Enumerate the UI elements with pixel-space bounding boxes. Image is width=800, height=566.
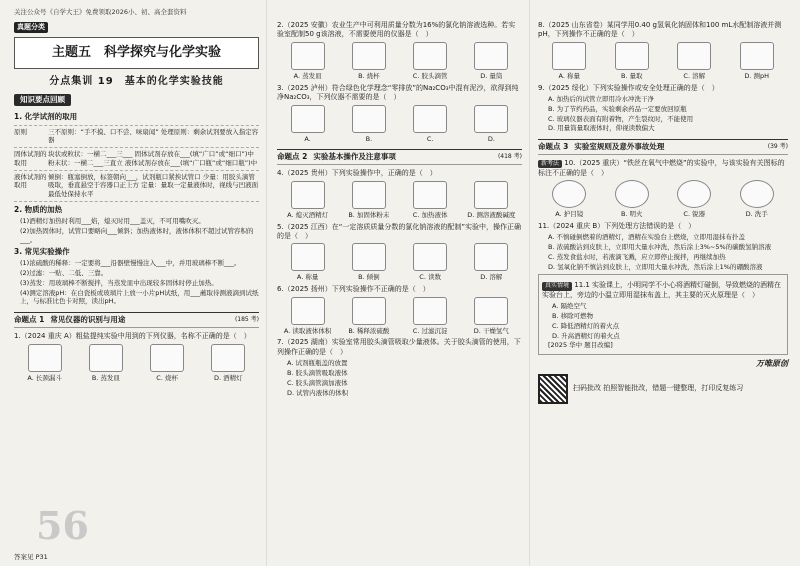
question-10: 新考法 10.（2025 重庆）“铁丝在氧气中燃烧”的实验中，与该实验有关图标的标注不正确的是（ ） — [538, 159, 785, 177]
q4-option-a[interactable]: A. 熄灭酒精灯 — [277, 181, 338, 220]
q9-option-c[interactable]: C. 玻璃仪器表面有附着物，产生裂纹时，不能使用 — [548, 114, 694, 123]
q1-options — [14, 344, 259, 383]
q10-option-b[interactable]: B. 明火 — [601, 180, 664, 219]
q9-option-a[interactable]: A. 加热后的试管立即用冷水冲洗干净 — [548, 95, 654, 104]
question-1: 1.（2024 重庆 A）粗盐提纯实验中用到的下列仪器，名称不正确的是（ ） — [14, 332, 251, 341]
header-note: 关注公众号《自学大王》免费领取2026小、初、高全套资料 — [14, 8, 187, 16]
k-row: 液体试剂的取用 倾倒：瓶塞倒放，标签朝向___，试剂瓶口紧挨试管口 少量：用胶头滴管吸取，垂直悬空于容器口正上方 定量：量取一定量液体时，视线与凹液面最低处保持水平 — [14, 170, 259, 202]
q10-options — [538, 180, 788, 219]
funnel-icon — [291, 105, 325, 133]
evaporating-dish-icon — [291, 42, 325, 70]
answer-ref: 答案见 P31 — [14, 553, 48, 562]
cylinder-read-icon — [291, 297, 325, 325]
beaker-icon — [352, 42, 386, 70]
brand-stamp: 万唯原创 — [756, 359, 788, 369]
k-p: (1)酒精灯加热时利用___焰，熄灭时用___盖灭，不可用嘴吹灭。 — [20, 216, 205, 225]
q10-option-d[interactable]: D. 洗手 — [726, 180, 789, 219]
knowledge-head: 知识要点回顾 — [14, 94, 71, 106]
q11-option-d[interactable]: D. 氢氧化钠不慎沾到皮肤上，立即用大量水冲洗，然后涂上1%的硼酸溶液 — [548, 262, 763, 271]
q2-options — [277, 42, 522, 81]
question-2: 2.（2025 安徽）农业生产中可利用质量分数为16%的氯化钠溶液选种。若实验室配制50 g该溶液，不需要使用的仪器是（ ） — [277, 21, 516, 39]
q3-option-a[interactable]: A. — [277, 105, 338, 144]
alcohol-lamp-icon — [211, 344, 245, 372]
new-method-badge: 新考法 — [538, 160, 562, 168]
dissolve-icon — [474, 243, 508, 271]
section-2: 命题点 2 实验基本操作及注意事项 (418 考) — [277, 149, 522, 165]
page-number: 56 — [36, 503, 89, 548]
k-p: (1)浓硫酸的稀释：一定要将___沿器壁慢慢注入___中，并用玻璃棒不断___。 — [20, 259, 241, 268]
q111-option-c[interactable]: C. 降低酒精灯的着火点 — [552, 321, 620, 330]
flame-icon — [615, 180, 649, 208]
source-note: [2025 华中 题目改编] — [548, 341, 613, 350]
q3-option-c[interactable]: C. — [400, 105, 461, 144]
k-p: (4)测定溶液pH：在白瓷板或玻璃片上放一小片pH试纸，用___蘸取待测液滴到试纸上，与标准比色卡对照，读出pH。 — [20, 288, 259, 306]
q8-option-c[interactable]: C. 溶解 — [663, 42, 726, 81]
q8-options — [538, 42, 788, 81]
q9-option-d[interactable]: D. 用量筒量取液体时，仰视读数偏大 — [548, 124, 655, 133]
sharp-object-icon — [677, 180, 711, 208]
q8-option-d[interactable]: D. 测pH — [726, 42, 789, 81]
cylinder-read-icon — [615, 42, 649, 70]
q3-options — [277, 105, 522, 144]
q111-option-d[interactable]: D. 升高酒精灯的着火点 — [552, 331, 620, 340]
q6-option-d[interactable]: D. 干燥氢气 — [461, 297, 522, 336]
scan-text: 扫码批改 拍照智能批改，错题一键整理，打印反复练习 — [573, 384, 744, 393]
q1-option-d[interactable]: D. 酒精灯 — [198, 344, 259, 383]
k-p: (2)过滤：一贴、二低、三靠。 — [20, 269, 108, 278]
qr-code-icon[interactable] — [538, 374, 568, 404]
q8-option-a[interactable]: A. 称量 — [538, 42, 601, 81]
goggles-icon — [552, 180, 586, 208]
question-5: 5.（2025 江西）在“一定溶质质量分数的氯化钠溶液的配制”实验中，操作正确的是（ ） — [277, 222, 521, 241]
k-row: 固体试剂的取用 块状或粒状：一横二___三___ 固体试剂存放在___(填“广口”或“细口”)中 粉末状：一横二___三直立 液体试剂存放在___(填“广口瓶”或“细口瓶”)中 — [14, 147, 259, 170]
question-4: 4.（2025 贵州）下列实验操作中，正确的是（ ） — [277, 169, 437, 178]
column-middle — [266, 0, 528, 566]
q8-option-b[interactable]: B. 量取 — [601, 42, 664, 81]
q7-option-d[interactable]: D. 试管内液体的体积 — [287, 388, 349, 397]
graduated-cylinder-icon — [474, 42, 508, 70]
heat-liquid-icon — [413, 181, 447, 209]
ph-test-icon — [740, 42, 774, 70]
filter-icon — [413, 297, 447, 325]
powder-add-icon — [352, 181, 386, 209]
section-3: 命题点 3 实验室规则及意外事故处理 (39 考) — [538, 139, 788, 155]
glass-rod-icon — [352, 105, 386, 133]
k-row: 原则 三不原则：“手不摸、口不尝、味扇闻” 处理原则：剩余试剂要放入指定容器 — [14, 125, 259, 148]
question-8: 8.（2025 山东省卷）某同学用0.40 g氢氧化钠固体和100 mL水配制溶液并测pH，下列操作不正确的是（ ） — [538, 21, 782, 39]
q111-option-b[interactable]: B. 移除可燃物 — [552, 312, 594, 321]
q7-option-b[interactable]: B. 胶头滴管吸取液体 — [287, 369, 348, 378]
q4-options — [277, 181, 522, 220]
q6-option-a[interactable]: A. 读取液体体积 — [277, 297, 338, 336]
q3-option-b[interactable]: B. — [338, 105, 399, 144]
q4-option-d[interactable]: D. 测溶液酸碱度 — [461, 181, 522, 220]
q1-option-a[interactable]: A. 长颈漏斗 — [14, 344, 75, 383]
question-11-1: 真实情境 11.1 实验课上，小明同学不小心将酒精灯碰倒，导致燃烧的酒精在实验台上，旁边的小温立即用湿抹布盖上，其主要的灭火原理是（ ） — [542, 281, 782, 299]
question-9: 9.（2025 绥化）下列实验操作或安全处理正确的是（ ） — [538, 83, 719, 92]
q6-option-c[interactable]: C. 过滤沉淀 — [400, 297, 461, 336]
k-h1: 1. 化学试剂的取用 — [14, 112, 78, 122]
ph-test-icon — [474, 181, 508, 209]
q5-option-b[interactable]: B. 倾倒 — [338, 243, 399, 282]
k-h2: 2. 物质的加热 — [14, 204, 63, 214]
dry-gas-icon — [474, 297, 508, 325]
q1-option-c[interactable]: C. 烧杯 — [137, 344, 198, 383]
q2-option-a[interactable]: A. 蒸发皿 — [277, 42, 338, 81]
q1-option-b[interactable]: B. 蒸发皿 — [75, 344, 136, 383]
dissolve-icon — [677, 42, 711, 70]
set-title: 分点集训 19 基本的化学实验技能 — [49, 75, 224, 87]
q4-option-c[interactable]: C. 加热液体 — [400, 181, 461, 220]
q6-options — [277, 297, 522, 336]
real-scene-badge: 真实情境 — [542, 282, 572, 290]
funnel-icon — [28, 344, 62, 372]
q5-option-d[interactable]: D. 溶解 — [461, 243, 522, 282]
q2-option-b[interactable]: B. 烧杯 — [338, 42, 399, 81]
crucible-icon — [474, 105, 508, 133]
wash-hands-icon — [740, 180, 774, 208]
q6-option-b[interactable]: B. 稀释浓硫酸 — [338, 297, 399, 336]
question-7: 7.（2025 湖南）实验室常用胶头滴管吸取少量液体。关于胶头滴管的使用，下列操作正确的是（ ） — [277, 338, 521, 356]
pour-icon — [352, 243, 386, 271]
q5-option-c[interactable]: C. 读数 — [400, 243, 461, 282]
k-p: (3)蒸发：用玻璃棒不断搅拌，当蒸发皿中出现较多固体时停止加热。 — [20, 278, 218, 287]
balance-icon — [552, 42, 586, 70]
cylinder-read-icon — [413, 243, 447, 271]
q11-1-box — [538, 274, 788, 355]
q11-option-b[interactable]: B. 浓硫酸沾到皮肤上，立即用大量水冲洗，然后涂上3%~5%的碳酸氢钠溶液 — [548, 243, 772, 252]
q11-option-a[interactable]: A. 不慎碰倒燃着的酒精灯，酒精在实验台上燃烧，立即用湿抹布扑盖 — [548, 233, 745, 242]
q2-option-c[interactable]: C. 胶头滴管 — [400, 42, 461, 81]
q2-option-d[interactable]: D. 量筒 — [461, 42, 522, 81]
dropper-icon — [413, 42, 447, 70]
lamp-extinguish-icon — [291, 181, 325, 209]
q4-option-b[interactable]: B. 加固体粉末 — [338, 181, 399, 220]
q9-option-b[interactable]: B. 为了节约药品，实验剩余药品一定要放回原瓶 — [548, 104, 687, 113]
theme-title: 主题五 科学探究与化学实验 — [14, 37, 259, 69]
column-left — [0, 0, 265, 566]
question-11: 11.（2024 重庆 B）下列处理方法错误的是（ ） — [538, 221, 696, 230]
question-3: 3.（2025 泸州）符合绿色化学理念“零排放”的Na₂CO₃中混有泥沙，欲得到纯净Na₂CO₃，下列仪器不需要的是（ ） — [277, 83, 519, 102]
section-1: 命题点 1 常见仪器的识别与用途 (185 考) — [14, 312, 259, 328]
brand-badge: 真题分类 — [14, 22, 48, 33]
q5-options — [277, 243, 522, 282]
scan-area — [538, 374, 788, 404]
q10-option-c[interactable]: C. 锐器 — [663, 180, 726, 219]
k-h3: 3. 常见实验操作 — [14, 247, 70, 257]
spoon-icon — [413, 105, 447, 133]
beaker-icon — [150, 344, 184, 372]
dilute-acid-icon — [352, 297, 386, 325]
evaporating-dish-icon — [89, 344, 123, 372]
balance-icon — [291, 243, 325, 271]
q7-option-c[interactable]: C. 胶头滴管滴加液体 — [287, 378, 348, 387]
q10-option-a[interactable]: A. 护目镜 — [538, 180, 601, 219]
k-p: (2)加热固体时，试管口要略向___倾斜；加热液体时，液体体积不超过试管容积的___。 — [20, 226, 254, 244]
column-right — [529, 0, 800, 566]
q5-option-a[interactable]: A. 称量 — [277, 243, 338, 282]
q111-option-a[interactable]: A. 隔绝空气 — [552, 302, 587, 311]
q7-option-a[interactable]: A. 试剂瓶瓶盖的放置 — [287, 359, 348, 368]
q3-option-d[interactable]: D. — [461, 105, 522, 144]
q11-option-c[interactable]: C. 蒸发食盐水时，若液滴飞溅，应立即停止搅拌，再继续加热 — [548, 252, 726, 261]
question-6: 6.（2025 扬州）下列实验操作不正确的是（ ） — [277, 285, 430, 294]
